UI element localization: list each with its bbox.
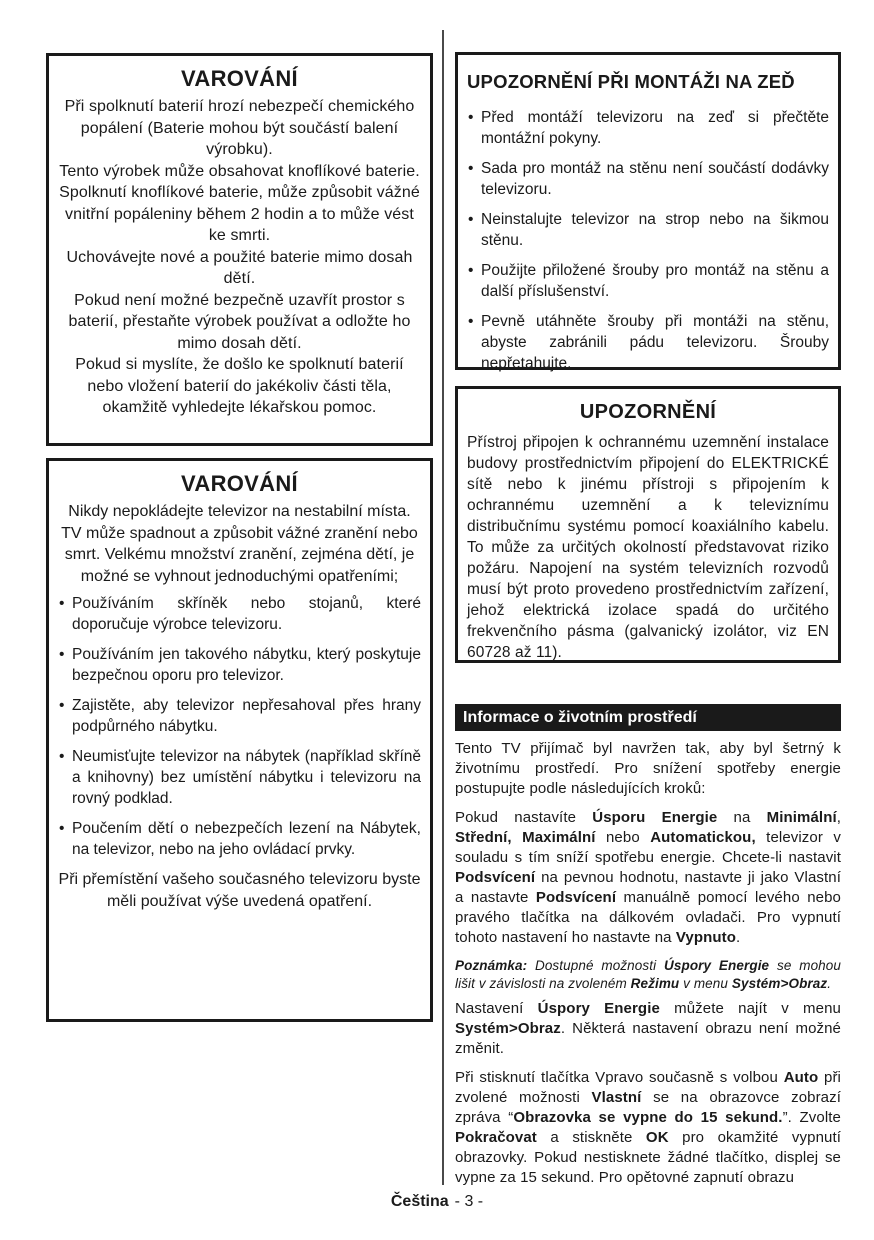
grounding-caution-title: UPOZORNĚNÍ	[579, 401, 717, 423]
environment-paragraph: Pokud nastavíte Úsporu Energie na Minimální, Střední, Maximální nebo Automatickou, televizor v souladu s tím sníží spotřebu energie. Chcete-li nastavit Podsvícení na pevnou hodnotu, nastavte ji jako Vlastní a nastavte Podsvícení manuálně pomocí levého nebo pravého tlačítka na dálkovém ovladači. Pro vypnutí tohoto nastavení ho nastavte na Vypnuto.	[455, 809, 842, 946]
wall-mount-warning-title: UPOZORNĚNÍ PŘI MONTÁŽI NA ZEĎ	[467, 71, 795, 92]
grounding-caution-body: Přístroj připojen k ochrannému uzemnění instalace budovy prostřednictvím připojení do ELEKTRICKÉ sítě nebo k jinému přístroji s připojením k ochrannému uzemnění a k televiznímu distribučnímu systému pomocí koaxiálního kabelu. To může za určitých okolností představovat riziko požáru. Napojení na systém televizních rozvodů musí být proto provedeno prostřednictvím zařízení, jehož elektrická izolace spadá do určitého frekvenčního pásma (galvanický izolátor, viz EN 60728 až 11).	[467, 434, 829, 661]
warning-box-stability-title: VAROVÁNÍ	[181, 471, 298, 496]
wall-mount-warning-box	[455, 52, 841, 370]
list-item: • Neinstalujte televizor na strop nebo na šikmou stěnu.	[467, 209, 829, 251]
environment-section-header-label: Informace o životním prostředí	[463, 709, 697, 726]
list-item: • Používáním jen takového nábytku, který poskytuje bezpečnou oporu pro televizor.	[58, 644, 421, 686]
list-item: • Pevně utáhněte šrouby při montáži na stěnu, abyste zabránili pádu televizoru. Šrouby nepřetahujte.	[467, 311, 829, 374]
warning-stability-bullet-list	[58, 593, 421, 860]
list-item: • Před montáží televizoru na zeď si přečtěte montážní pokyny.	[467, 107, 829, 149]
list-item: • Neumisťujte televizor na nábytek (například skříně a knihovny) bez umístění nábytku i televizoru na rovný podklad.	[58, 746, 421, 809]
warning-battery-paragraph: Pokud není možné bezpečně uzavřít prostor s baterií, přestaňte výrobek používat a odložte ho mimo dosah dětí.	[68, 291, 411, 352]
page-footer	[0, 1193, 874, 1211]
warning-box-battery	[46, 53, 433, 446]
wall-mount-bullet-list	[467, 107, 829, 374]
list-item: • Zajistěte, aby televizor nepřesahoval přes hrany podpůrného nábytku.	[58, 695, 421, 737]
list-item: • Použijte přiložené šrouby pro montáž na stěnu a další příslušenství.	[467, 260, 829, 302]
environment-section-body	[455, 739, 841, 1188]
warning-box-stability	[46, 458, 433, 1022]
right-column	[455, 52, 841, 1197]
environment-paragraph: Tento TV přijímač byl navržen tak, aby byl šetrný k životnímu prostředí. Pro snížení spotřeby energie postupujte podle následujících kroků:	[455, 740, 841, 797]
column-divider	[442, 30, 444, 1185]
warning-battery-paragraph: Tento výrobek může obsahovat knoflíkové baterie. Spolknutí knoflíkové baterie, může způsobit vážné vnitřní popáleniny během 2 hodin a to může vést ke smrti.	[59, 162, 420, 244]
list-item: • Používáním skříněk nebo stojanů, které doporučuje výrobce televizoru.	[58, 593, 421, 635]
environment-note-paragraph: Poznámka: Dostupné možnosti Úspory Energie se mohou lišit v závislosti na zvoleném Režimu v menu Systém>Obraz.	[455, 958, 842, 991]
grounding-caution-box	[455, 386, 841, 663]
warning-battery-paragraph: Pokud si myslíte, že došlo ke spolknutí baterií nebo vložení baterií do jakékoliv části těla, okamžitě vyhledejte lékařskou pomoc.	[75, 356, 404, 416]
left-column	[46, 53, 433, 1022]
warning-battery-paragraph: Uchovávejte nové a použité baterie mimo dosah dětí.	[66, 248, 413, 287]
list-item: • Sada pro montáž na stěnu není součástí dodávky televizoru.	[467, 158, 829, 200]
list-item: • Poučením dětí o nebezpečích lezení na Nábytek, na televizor, nebo na jeho ovládací prvky.	[58, 818, 421, 860]
environment-paragraph: Nastavení Úspory Energie můžete najít v menu Systém>Obraz. Některá nastavení obrazu není možné změnit.	[455, 1000, 841, 1057]
warning-box-battery-title: VAROVÁNÍ	[181, 66, 298, 91]
warning-battery-paragraph: Při spolknutí baterií hrozí nebezpečí chemického popálení (Baterie mohou být součástí balení výrobku).	[64, 98, 415, 158]
footer-page-number: - 3 -	[454, 1193, 484, 1210]
warning-stability-intro: Nikdy nepokládejte televizor na nestabilní místa. TV může spadnout a způsobit vážné zranění nebo smrt. Velkému množství zranění, zejména dětí, je možné se vyhnout jednoduchými opatřeními;	[61, 503, 418, 585]
environment-section-header	[455, 704, 841, 731]
footer-language-label: Čeština	[390, 1193, 449, 1210]
warning-stability-closing: Při přemístění vašeho současného televizoru byste měli používat výše uvedená opatření.	[58, 871, 421, 910]
environment-paragraph: Při stisknutí tlačítka Vpravo současně s volbou Auto při zvolené možnosti Vlastní se na obrazovce zobrazí zpráva “Obrazovka se vypne do 15 sekund.”. Zvolte Pokračovat a stiskněte OK pro okamžité vypnutí obrazovky. Pokud nestisknete žádné tlačítko, displej se vypne za 15 sekund. Pro opětovné zapnutí obrazu	[455, 1069, 841, 1186]
